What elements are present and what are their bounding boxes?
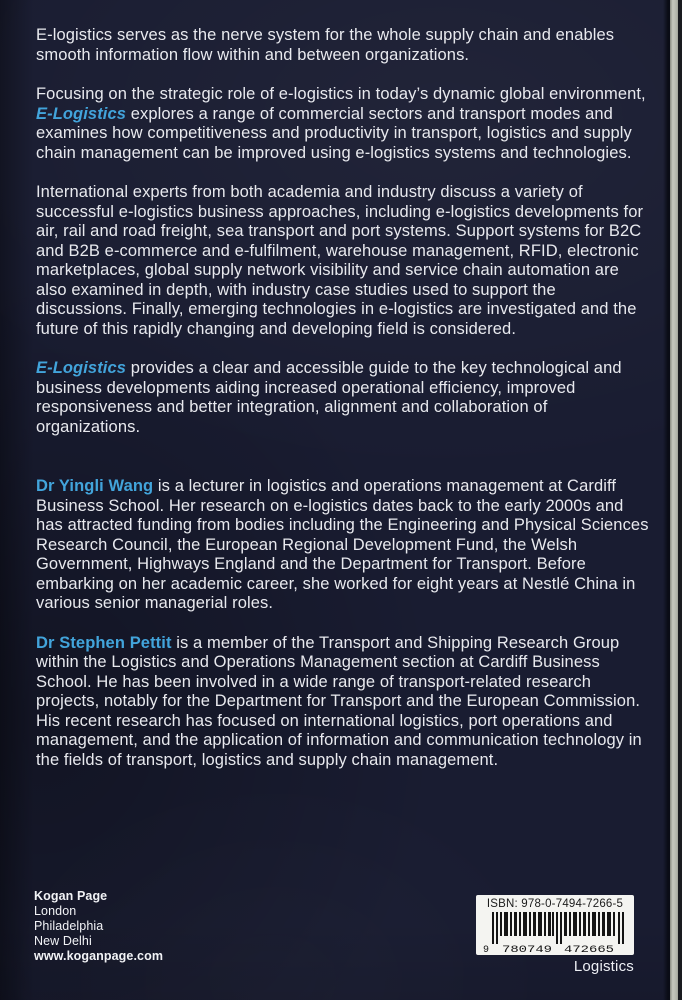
back-cover-blurb [36, 26, 650, 790]
paragraph-experts [36, 183, 650, 339]
barcode-icon [482, 912, 628, 954]
text-segment: Focusing on the strategic role of e-logistics in today’s dynamic global environment, [36, 85, 646, 103]
barcode-digit-left: 9 [482, 945, 490, 954]
paragraph-guide [36, 359, 650, 437]
author-bio-pettit [36, 634, 650, 771]
text-segment: explores a range of commercial sectors and transport modes and examines how competitiveness and productivity in transport, logistics and supply chain management can be improved using e-logistics systems and technologies. [36, 104, 632, 162]
author-bio-wang [36, 477, 650, 614]
photo-outer-edge [678, 0, 682, 1000]
book-title-inline: E-Logistics [36, 104, 127, 123]
isbn-barcode-panel [476, 895, 634, 955]
publisher-location: London [34, 904, 77, 918]
category-label: Logistics [573, 958, 634, 975]
author-name: Dr Stephen Pettit [36, 633, 172, 652]
publisher-name: Kogan Page [34, 889, 108, 903]
book-title-inline: E-Logistics [36, 359, 127, 377]
paragraph-tagline [36, 26, 650, 65]
barcode-digits-group1: 780749 [502, 945, 552, 954]
isbn-label: ISBN: 978-0-7494-7266-5 [486, 898, 624, 910]
text-segment: provides a clear and accessible guide to the key technological and business developments aiding increased operational efficiency, improved responsiveness and better integration, alignment and collaboration of organizations. [36, 359, 622, 436]
text-segment: International experts from both academia and industry discuss a variety of successful e-logistics business approaches, including e-logistics developments for air, rail and road freight, sea transport and port systems. Support systems for B2C and B2B e-commerce and e-fulfilment, warehouse management, RFID, electronic marketplaces, global supply network visibility and service chain automation are also examined in depth, with industry case studies used to support the discussions. Finally, emerging technologies in e-logistics are investigated and the future of this rapidly changing and developing field is considered. [36, 183, 644, 338]
text-segment: is a member of the Transport and Shipping Research Group within the Logistics and Operations Management section at Cardiff Business School. He has been involved in a wide range of transport-related research projects, notably for the Department for Transport and the European Commission. His recent research has focused on international logistics, port operations and management, and the application of information and communication technology in the fields of transport, logistics and supply chain management. [36, 633, 642, 769]
publisher-website: www.koganpage.com [34, 949, 164, 963]
text-segment: is a lecturer in logistics and operations management at Cardiff Business School. Her research on e-logistics dates back to the early 2000s and has attracted funding from bodies including the Engineering and Physical Sciences Research Council, the European Regional Development Fund, the Welsh Government, Highways England and the Department for Transport. Before embarking on her academic career, she worked for eight years at Nestlé China in various senior managerial roles. [36, 477, 649, 612]
cover-edge-shadow [663, 0, 670, 1000]
author-name: Dr Yingli Wang [36, 477, 154, 495]
book-page-edge [670, 0, 678, 1000]
publisher-block [34, 889, 163, 964]
text-segment: E-logistics serves as the nerve system for the whole supply chain and enables smooth information flow within and between organizations. [36, 26, 615, 64]
publisher-location: New Delhi [34, 934, 92, 948]
paragraph-overview [36, 85, 650, 163]
publisher-location: Philadelphia [34, 919, 104, 933]
barcode-digits-group2: 472665 [564, 945, 614, 954]
